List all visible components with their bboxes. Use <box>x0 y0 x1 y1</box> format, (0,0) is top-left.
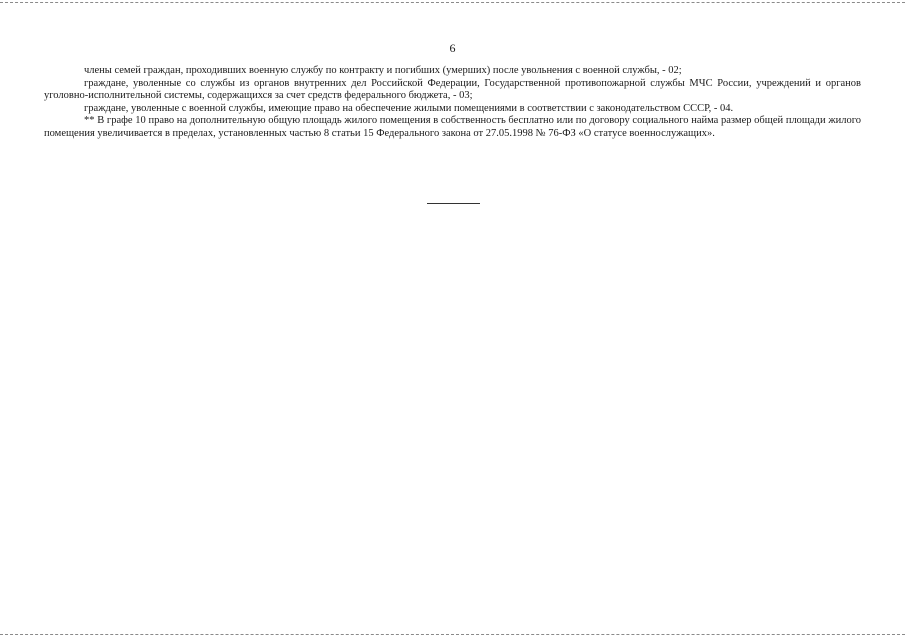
end-separator-line <box>427 203 480 204</box>
footnotes-block <box>44 65 861 140</box>
footnote-line-02: члены семей граждан, проходивших военную службу по контракту и погибших (умерших) после увольнения с военной службы, - 02; <box>84 65 682 76</box>
page-number: 6 <box>449 41 456 55</box>
scan-edge-top <box>0 2 905 3</box>
footnote-double-asterisk: ** В графе 10 право на дополнительную общую площадь жилого помещения в собственность бесплатно или по договору социального найма размер общей площади жилого помещения увеличивается в пределах, установленных частью 8 статьи 15 Федерального закона от 27.05.1998 № 76-ФЗ «О статусе военнослужащих». <box>44 115 861 139</box>
footnote-line-04: граждане, уволенные с военной службы, имеющие право на обеспечение жилыми помещениями в соответствии с законодательством СССР, - 04. <box>84 102 734 114</box>
footnote-line-03: граждане, уволенные со службы из органов внутренних дел Российской Федерации, Государственной противопожарной службы МЧС России, учреждений и органов уголовно-исполнительной системы, содержащихся за счет средств федерального бюджета, - 03; <box>44 77 861 101</box>
scan-edge-bottom <box>0 634 905 635</box>
